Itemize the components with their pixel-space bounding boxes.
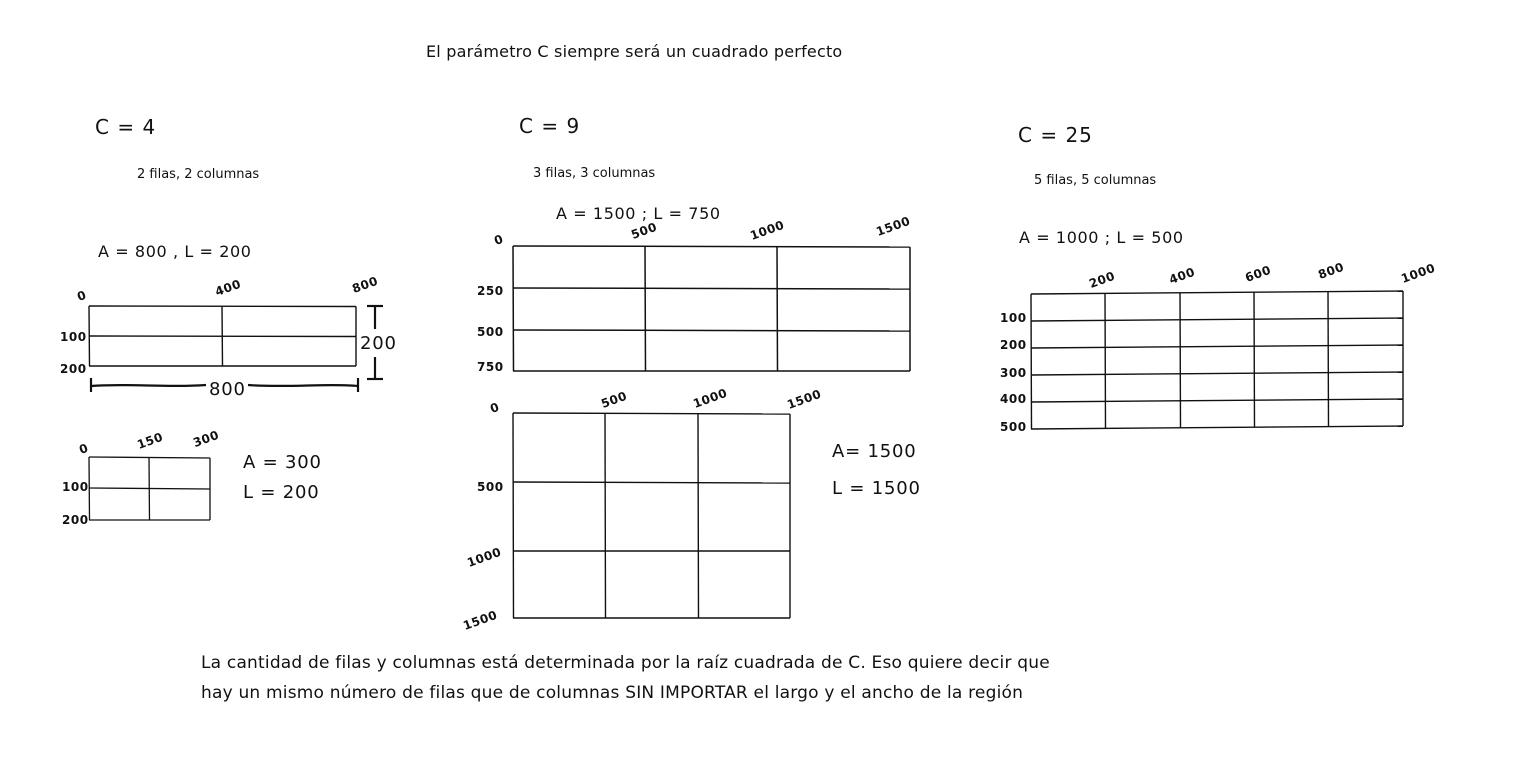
c9-grid-2-ytick-1: 500 [477,480,504,494]
c4-grid-2-l-label: L = 200 [243,482,320,503]
c9-grid-2-xtick-0: 0 [488,399,502,416]
c9-grid-2-xtick-2: 1000 [691,385,730,411]
c25-grid-1-xtick-2: 400 [1167,264,1197,287]
c9-grid-2-l-label: L = 1500 [832,478,921,499]
c4-grid-1-xtick-0: 0 [75,287,89,304]
c4-grid-1-xtick-2: 800 [350,273,380,296]
c25-grid-1 [1030,290,1405,432]
section-title-c9: C = 9 [519,114,581,138]
c25-grid-1-ytick-3: 400 [1000,392,1027,406]
footer-line-2: hay un mismo número de filas que de columnas SIN IMPORTAR el largo y el ancho de la región [201,683,1024,703]
c4-grid-1-height-label: 200 [360,333,397,354]
c25-grid-1-xtick-3: 600 [1243,262,1273,285]
c4-example1-dims-label: A = 800 , L = 200 [98,242,252,261]
c9-grid-1-xtick-1: 500 [629,219,659,242]
c25-grid-1-xtick-1: 200 [1087,268,1117,291]
c4-grid-1-xtick-1: 400 [213,276,243,299]
c4-grid-2 [88,456,213,524]
c4-grid-1 [88,305,358,370]
c25-grid-1-ytick-1: 200 [1000,338,1027,352]
page-title: El parámetro C siempre será un cuadrado perfecto [426,42,843,61]
c9-grid-1-xtick-0: 0 [492,231,506,248]
c9-grid-2-a-label: A= 1500 [832,441,917,462]
c9-grid-2-ytick-3: 1500 [461,607,500,633]
c4-grid-1-ytick-0: 100 [60,330,87,344]
c9-grid-1-ytick-2: 500 [477,325,504,339]
c9-grid-2 [512,412,792,620]
c9-grid-1-ytick-1: 250 [477,284,504,298]
c25-grid-1-ytick-0: 100 [1000,311,1027,325]
c9-grid-2-ytick-2: 1000 [465,544,504,570]
section-subtitle-c9: 3 filas, 3 columnas [533,166,656,181]
c9-grid-1 [512,245,912,373]
c4-grid-1-ytick-1: 200 [60,362,87,376]
c4-grid-2-ytick-0: 100 [62,480,89,494]
c25-grid-1-xtick-5: 1000 [1399,260,1438,286]
c25-grid-1-ytick-4: 500 [1000,420,1027,434]
c9-grid-1-xtick-3: 1500 [874,213,913,239]
footer-line-1: La cantidad de filas y columnas está determinada por la raíz cuadrada de C. Eso quiere decir que [201,653,1050,673]
c9-example1-dims-label: A = 1500 ; L = 750 [556,204,721,223]
c4-grid-2-xtick-0: 0 [77,440,91,457]
c4-grid-2-xtick-1: 150 [135,429,165,452]
c4-grid-2-a-label: A = 300 [243,452,322,473]
c25-example1-dims-label: A = 1000 ; L = 500 [1019,228,1184,247]
c4-grid-1-width-label: 800 [209,379,246,400]
section-title-c4: C = 4 [95,115,157,139]
c25-grid-1-ytick-2: 300 [1000,366,1027,380]
c9-grid-1-xtick-2: 1000 [748,217,787,243]
section-subtitle-c4: 2 filas, 2 columnas [137,167,260,182]
c9-grid-2-xtick-3: 1500 [785,386,824,412]
section-title-c25: C = 25 [1018,123,1093,147]
c4-grid-2-ytick-1: 200 [62,513,89,527]
section-subtitle-c25: 5 filas, 5 columnas [1034,173,1157,188]
c9-grid-1-ytick-3: 750 [477,360,504,374]
c25-grid-1-xtick-4: 800 [1316,259,1346,282]
c4-grid-2-xtick-2: 300 [191,427,221,450]
c9-grid-2-xtick-1: 500 [599,388,629,411]
